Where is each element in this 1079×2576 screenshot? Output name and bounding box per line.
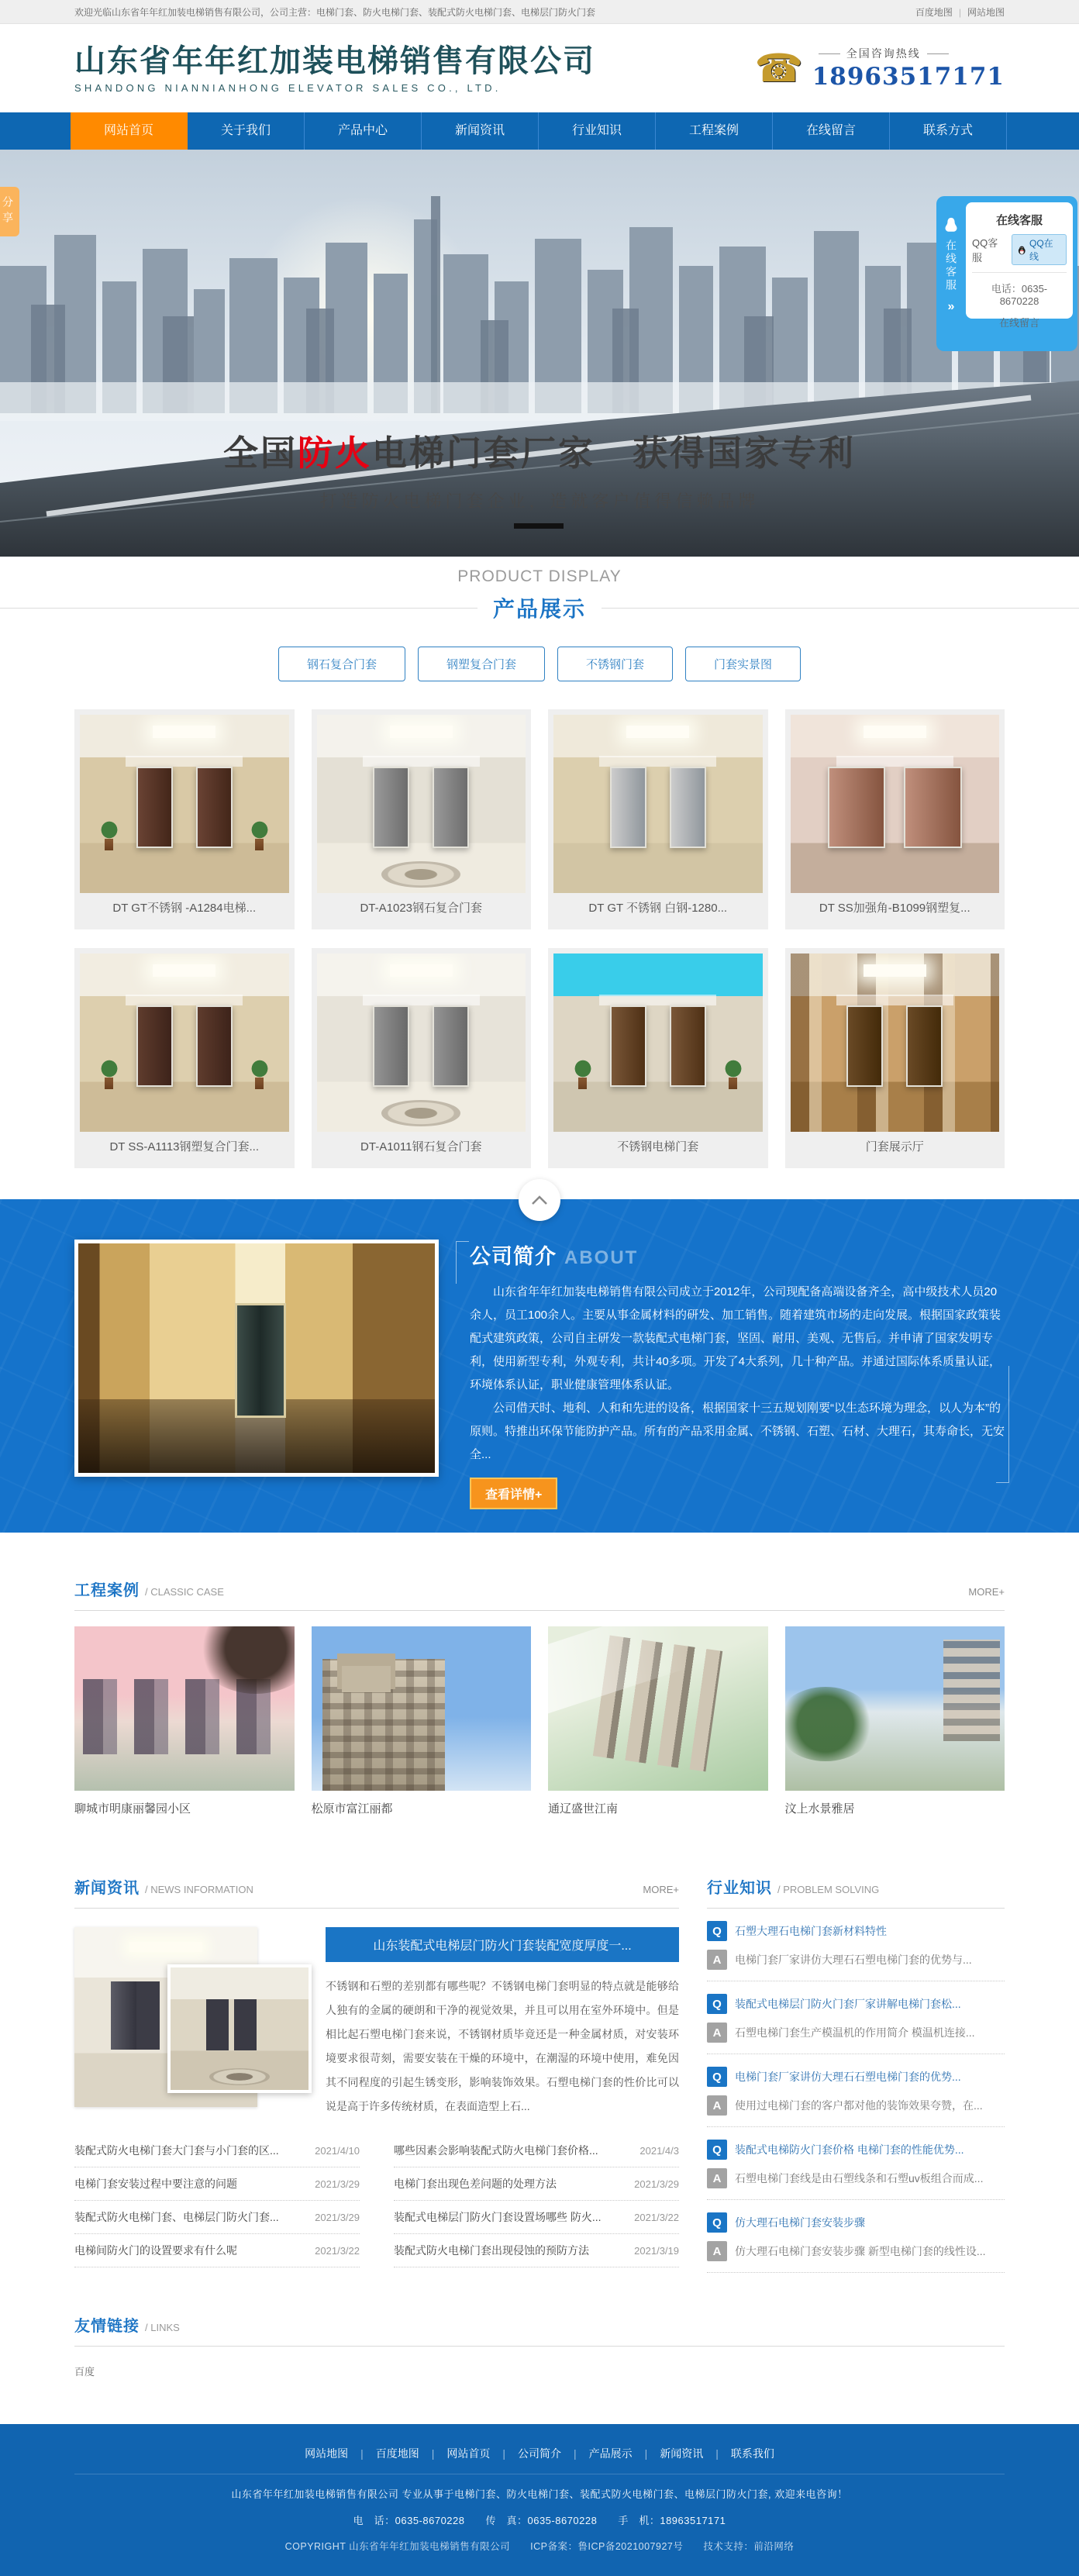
case-caption: 聊城市明康丽馨园小区 xyxy=(74,1802,191,1816)
headline-red: 防火 xyxy=(297,433,372,473)
company-name-en: SHANDONG NIANNIANHONG ELEVATOR SALES CO., LTD. xyxy=(74,81,502,94)
footer-link-home[interactable]: | 网站首页 xyxy=(419,2446,491,2461)
category-button-stainless[interactable]: 不锈钢门套 xyxy=(557,647,673,681)
hero-banner xyxy=(0,150,1079,557)
product-title[interactable]: DT SS加强角-B1099钢塑复... xyxy=(819,902,970,915)
news-list-item[interactable] xyxy=(74,2134,360,2167)
online-service-tab[interactable] xyxy=(936,196,966,351)
product-card[interactable] xyxy=(785,948,1005,1168)
leave-message-link[interactable]: 在线留言 xyxy=(998,317,1039,329)
footer-copyright-line: COPYRIGHT 山东省年年红加装电梯销售有限公司 ICP备案：鲁ICP备2021007927号 技术支持：前沿网络 xyxy=(284,2541,795,2552)
case-item[interactable] xyxy=(785,1626,1005,1816)
footer-contact-line: 电 话：0635-8670228 传 真：0635-8670228 手 机：18963517171 xyxy=(353,2515,726,2526)
case-item[interactable] xyxy=(312,1626,532,1816)
footer-link-news[interactable]: | 新闻资讯 xyxy=(633,2446,704,2461)
answer-row[interactable] xyxy=(707,1950,1005,1970)
logo[interactable] xyxy=(74,43,595,94)
q-badge-icon: Q xyxy=(707,1994,727,2014)
question-text[interactable]: 电梯门套厂家讲仿大理石石塑电梯门套的优势... xyxy=(735,2071,961,2083)
welcome-text: 欢迎光临山东省年年红加装电梯销售有限公司，公司主营：电梯门套、防火电梯门套、装配式防火电梯门套、电梯层门防火门套 xyxy=(74,6,596,18)
main-nav xyxy=(0,112,1079,150)
divider: | xyxy=(958,6,961,18)
site-map-link[interactable]: 网站地图 xyxy=(967,6,1005,18)
knowledge-column xyxy=(707,1875,1005,2273)
news-title-cn: 新闻资讯 xyxy=(74,1880,140,1897)
question-row[interactable] xyxy=(707,2212,1005,2233)
headline-pre: 全国 xyxy=(222,433,298,473)
question-text[interactable]: 石塑大理石电梯门套新材料特性 xyxy=(735,1925,887,1937)
answer-text[interactable]: 石塑电梯门套线是由石塑线条和石塑uv板组合而成... xyxy=(735,2172,984,2185)
answer-text[interactable]: 电梯门套厂家讲仿大理石石塑电梯门套的优势与... xyxy=(735,1954,972,1966)
share-tab[interactable]: 分享 xyxy=(0,187,19,236)
answer-row[interactable] xyxy=(707,2023,1005,2043)
answer-row[interactable] xyxy=(707,2095,1005,2116)
friend-link-baidu[interactable]: 百度 xyxy=(74,2366,95,2378)
answer-text[interactable]: 石塑电梯门套生产模温机的作用简介 模温机连接... xyxy=(735,2026,975,2039)
news-item-title[interactable]: 装配式防火电梯门套出现侵蚀的预防方法 xyxy=(394,2244,589,2257)
footer-link-sitemap[interactable]: 网站地图 xyxy=(305,2447,349,2460)
product-image xyxy=(80,715,289,893)
divider xyxy=(602,608,1079,609)
case-grid xyxy=(74,1626,1005,1816)
topbar-links xyxy=(915,5,1005,19)
hotline xyxy=(754,46,1005,91)
q-badge-icon: Q xyxy=(707,2067,727,2087)
telephone-icon: ☎ xyxy=(754,47,803,90)
news-item-title[interactable]: 电梯门套安装过程中要注意的问题 xyxy=(74,2178,237,2190)
case-caption: 松原市富江丽都 xyxy=(311,1802,393,1816)
news-list-item[interactable] xyxy=(74,2201,360,2234)
category-button-steel-stone[interactable]: 钢石复合门套 xyxy=(278,647,405,681)
news-item-date: 2021/4/10 xyxy=(315,2144,360,2157)
news-item-title[interactable]: 装配式防火电梯门套大门套与小门套的区... xyxy=(74,2144,279,2157)
footer-link-about[interactable]: | 公司简介 xyxy=(490,2446,561,2461)
product-card[interactable] xyxy=(74,948,295,1168)
product-grid xyxy=(74,709,1005,1168)
qa-item xyxy=(707,2200,1005,2273)
hotline-label: 全国咨询热线 xyxy=(812,46,1005,61)
product-title[interactable]: 不锈钢电梯门套 xyxy=(617,1140,699,1154)
category-button-steel-plastic[interactable]: 钢塑复合门套 xyxy=(418,647,545,681)
question-row[interactable] xyxy=(707,2067,1005,2087)
product-title[interactable]: DT GT不锈钢 -A1284电梯... xyxy=(112,902,257,915)
news-list-item[interactable] xyxy=(74,2167,360,2201)
links-title-cn: 友情链接 xyxy=(74,2318,140,2335)
qa-item xyxy=(707,1981,1005,2054)
a-badge-icon: A xyxy=(707,1950,727,1970)
news-item-title[interactable]: 装配式电梯层门防火门套设置场哪些 防火... xyxy=(394,2211,602,2223)
products-title-cn: 产品展示 xyxy=(493,597,587,621)
news-item-date: 2021/3/29 xyxy=(634,2178,679,2190)
news-item-title[interactable]: 装配式防火电梯门套、电梯层门防火门套... xyxy=(74,2211,279,2223)
qa-item xyxy=(707,2127,1005,2200)
case-caption: 通辽盛世江南 xyxy=(548,1802,619,1816)
qa-item xyxy=(707,2054,1005,2127)
news-item-title[interactable]: 哪些因素会影响装配式防火电梯门套价格... xyxy=(394,2144,598,2157)
answer-row[interactable] xyxy=(707,2168,1005,2188)
knowledge-title-en: / PROBLEM SOLVING xyxy=(777,1884,880,1895)
footer-company-line: 山东省年年红加装电梯销售有限公司 专业从事于电梯门套、防火电梯门套、装配式防火电梯门套、电梯层门防火门套, 欢迎来电咨询！ xyxy=(231,2488,848,2500)
a-badge-icon: A xyxy=(707,2095,727,2116)
knowledge-title-cn: 行业知识 xyxy=(707,1880,772,1897)
qq-online-label: QQ在线 xyxy=(1029,238,1053,262)
nav-item-home[interactable]: 网站首页 xyxy=(71,112,188,150)
product-title[interactable]: DT SS-A1113钢塑复合门套... xyxy=(109,1140,260,1154)
chevron-up-icon xyxy=(531,1195,548,1205)
news-title-en: / NEWS INFORMATION xyxy=(145,1884,253,1895)
nav-item-about[interactable]: 关于我们 xyxy=(188,112,305,150)
question-row[interactable] xyxy=(707,1994,1005,2014)
a-badge-icon: A xyxy=(707,2168,727,2188)
news-item-date: 2021/3/22 xyxy=(315,2244,360,2257)
question-text[interactable]: 仿大理石电梯门套安装步骤 xyxy=(735,2216,865,2229)
news-list-item[interactable] xyxy=(394,2234,679,2267)
service-panel-title: 在线客服 xyxy=(995,214,1043,227)
cases-title-en: / CLASSIC CASE xyxy=(145,1586,224,1598)
case-image[interactable] xyxy=(548,1626,768,1791)
q-badge-icon: Q xyxy=(707,2212,727,2233)
category-button-gallery[interactable]: 门套实景图 xyxy=(685,647,801,681)
case-image[interactable] xyxy=(785,1626,1005,1791)
topbar xyxy=(0,0,1079,24)
featured-news-image[interactable] xyxy=(74,1927,312,2107)
product-title[interactable]: DT GT 不锈钢 白钢-1280... xyxy=(588,902,728,915)
about-paragraph-1: 山东省年年红加装电梯销售有限公司成立于2012年，公司现配备高端设备齐全，高中级技术人员20余人，员工100余人。主要从事金属材料的研发、加工销售。随着建筑市场的走向发展。根据国家政策装配式建筑政策，公司自主研发一款装配式电梯门套，坚固、耐用、美观、无售后。并申请了国家发明专利，使用新型专利，外观专利，共计40多项。开发了4大系列，几十种产品。并通过国际体系质量认证，环境体系认证，职业健康管理体系认证。 xyxy=(470,1285,1001,1391)
cases-title-cn: 工程案例 xyxy=(74,1582,140,1599)
divider xyxy=(74,1908,679,1909)
q-badge-icon: Q xyxy=(707,1921,727,1941)
nav-item-knowledge[interactable]: 行业知识 xyxy=(539,112,656,150)
products-section xyxy=(0,557,1079,1199)
product-card[interactable] xyxy=(785,709,1005,929)
product-image xyxy=(553,715,763,893)
footer xyxy=(0,2424,1079,2576)
featured-news-title[interactable]: 山东装配式电梯层门防火门套装配宽度厚度一... xyxy=(326,1927,679,1962)
case-caption: 汶上水景雅居 xyxy=(784,1802,855,1816)
nav-item-news[interactable]: 新闻资讯 xyxy=(422,112,539,150)
product-image xyxy=(80,953,289,1132)
service-tab-label: 在线客服 xyxy=(945,240,957,292)
friend-links-section xyxy=(0,2293,1079,2424)
divider xyxy=(74,2346,1005,2347)
news-item-date: 2021/3/22 xyxy=(634,2211,679,2223)
about-title-cn: 公司简介 xyxy=(470,1245,557,1268)
product-card[interactable] xyxy=(312,709,532,929)
case-item[interactable] xyxy=(548,1626,768,1816)
news-item-title[interactable]: 电梯门套出现色差问题的处理方法 xyxy=(394,2178,557,2190)
product-image xyxy=(791,715,1000,893)
about-paragraph-2: 公司借天时、地利、人和和先进的设备，根据国家十三五规划刚要“以生态环境为理念，以人为本”的原则。特推出环保节能防护产品。所有的产品采用金属、不锈钢、石塑、石材、大理石，其寿命长，无安全... xyxy=(470,1402,1005,1461)
footer-link-baidumap[interactable]: | 百度地图 xyxy=(348,2446,419,2461)
elevator-hall-photo-small xyxy=(167,1964,312,2093)
answer-text[interactable]: 仿大理石电梯门套安装步骤 新型电梯门套的线性设... xyxy=(735,2245,986,2257)
online-service-widget xyxy=(936,196,1077,351)
headline-post: 电梯门套厂家 获得国家专利 xyxy=(372,433,857,473)
question-row[interactable] xyxy=(707,2140,1005,2160)
footer-link-contact[interactable]: | 联系我们 xyxy=(703,2446,774,2461)
product-image xyxy=(553,953,763,1132)
answer-text[interactable]: 使用过电梯门套的客户都对他的装饰效果夸赞，在... xyxy=(735,2099,983,2112)
product-image xyxy=(317,953,526,1132)
banner-headline xyxy=(0,425,1079,475)
news-column xyxy=(74,1875,679,2273)
product-card[interactable] xyxy=(312,948,532,1168)
question-row[interactable] xyxy=(707,1921,1005,1941)
about-section xyxy=(0,1199,1079,1533)
qq-online-button[interactable] xyxy=(1012,234,1067,265)
news-item-date: 2021/3/29 xyxy=(315,2178,360,2190)
news-item-title[interactable]: 电梯间防火门的设置要求有什么呢 xyxy=(74,2244,237,2257)
footer-link-products[interactable]: | 产品展示 xyxy=(561,2446,633,2461)
header xyxy=(0,24,1079,112)
nav-item-cases[interactable]: 工程案例 xyxy=(656,112,773,150)
q-badge-icon: Q xyxy=(707,2140,727,2160)
divider xyxy=(0,608,477,609)
carousel-indicator[interactable] xyxy=(514,523,564,529)
case-image[interactable] xyxy=(312,1626,532,1791)
footer-nav xyxy=(74,2436,1005,2474)
qq-icon xyxy=(1017,245,1026,255)
service-phone: 电话：0635-8670228 xyxy=(991,283,1048,307)
divider xyxy=(74,1610,1005,1611)
nav-item-contact[interactable]: 联系方式 xyxy=(890,112,1007,150)
about-photo xyxy=(74,1240,439,1477)
product-image xyxy=(791,953,1000,1132)
news-list-item[interactable] xyxy=(394,2167,679,2201)
product-title[interactable]: DT-A1011钢石复合门套 xyxy=(360,1140,482,1154)
product-card[interactable] xyxy=(548,709,768,929)
about-title xyxy=(470,1240,1005,1270)
product-categories xyxy=(0,647,1079,681)
qa-item xyxy=(707,1909,1005,1981)
company-name-cn: 山东省年年红加装电梯销售有限公司 xyxy=(74,43,595,78)
links-title-en: / LINKS xyxy=(145,2322,180,2333)
case-image[interactable] xyxy=(74,1626,295,1791)
cases-more-link[interactable]: MORE+ xyxy=(968,1586,1005,1598)
nav-item-message[interactable]: 在线留言 xyxy=(773,112,890,150)
news-more-link[interactable]: MORE+ xyxy=(643,1884,679,1895)
news-item-date: 2021/3/19 xyxy=(634,2244,679,2257)
hotline-number: 18963517171 xyxy=(812,63,1005,91)
featured-news-excerpt: 不锈钢和石塑的差别都有哪些呢？不锈钢电梯门套明显的特点就是能够给人独有的金属的硬朗和干净的视觉效果，并且可以用在室外环境中。但是相比起石塑电梯门套来说，不锈钢材质毕竟还是一种金属材质，对安装环境要求很苛刻，需要安装在干燥的环境中，在潮湿的环境中使用，难免因其不同程度的引起生锈变形，影响装饰效果。石塑电梯门套的性价比可以说是高于许多传统材质，在表面造型上石... xyxy=(326,1980,679,2112)
news-item-date: 2021/4/3 xyxy=(639,2144,679,2157)
product-card[interactable] xyxy=(548,948,768,1168)
news-list-item[interactable] xyxy=(74,2234,360,2267)
a-badge-icon: A xyxy=(707,2241,727,2261)
product-title[interactable]: DT-A1023钢石复合门套 xyxy=(360,902,483,915)
news-list-item[interactable] xyxy=(394,2201,679,2234)
view-details-button[interactable]: 查看详情+ xyxy=(470,1478,557,1509)
a-badge-icon: A xyxy=(707,2023,727,2043)
product-card[interactable] xyxy=(74,709,295,929)
qq-service-label: QQ客服 xyxy=(972,237,998,264)
news-item-date: 2021/3/29 xyxy=(315,2211,360,2223)
case-item[interactable] xyxy=(74,1626,295,1816)
news-list-item[interactable] xyxy=(394,2134,679,2167)
product-image xyxy=(317,715,526,893)
news-list xyxy=(74,2134,679,2267)
answer-row[interactable] xyxy=(707,2241,1005,2261)
banner-subline: 打造防火电梯门套企业，造就客户值得信赖品牌 xyxy=(319,491,760,511)
about-title-en: ABOUT xyxy=(564,1247,639,1268)
collapse-arrow-icon[interactable]: » xyxy=(947,300,955,313)
news-section xyxy=(0,1843,1079,2293)
nav-item-products[interactable]: 产品中心 xyxy=(305,112,422,150)
qq-penguin-icon xyxy=(943,216,960,233)
baidu-map-link[interactable]: 百度地图 xyxy=(915,6,953,18)
question-text[interactable]: 装配式电梯层门防火门套厂家讲解电梯门套松... xyxy=(735,1998,961,2010)
online-service-panel xyxy=(966,202,1073,329)
cases-section xyxy=(0,1533,1079,1843)
product-title[interactable]: 门套展示厅 xyxy=(865,1140,924,1154)
products-title-en: PRODUCT DISPLAY xyxy=(457,567,622,585)
question-text[interactable]: 装配式电梯防火门套价格 电梯门套的性能优势... xyxy=(735,2143,964,2156)
scroll-up-button[interactable] xyxy=(519,1179,560,1221)
